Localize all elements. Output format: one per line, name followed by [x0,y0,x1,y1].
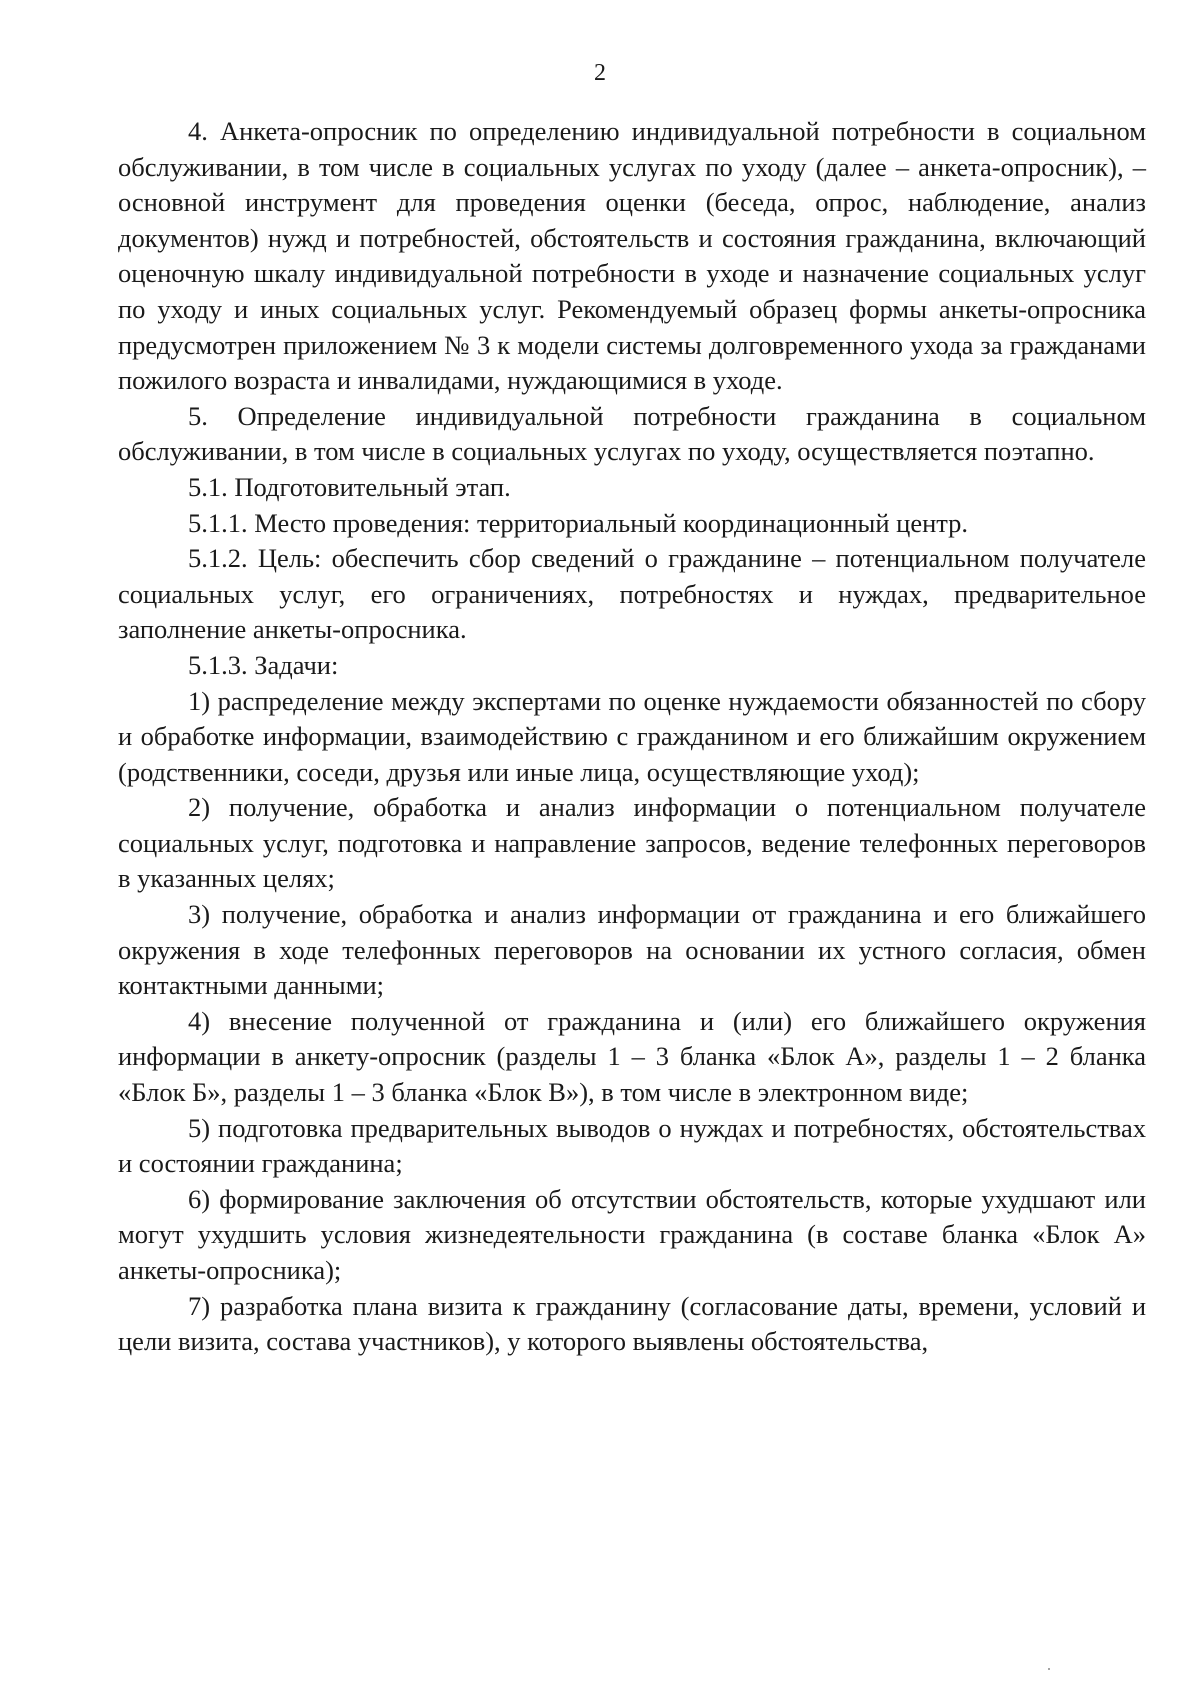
task-item-5: 5) подготовка предварительных выводов о нуждах и потребностях, обстоятельствах и состоянии гражданина; [118,1112,1146,1179]
paragraph-5-1: 5.1. Подготовительный этап. [188,471,511,502]
task-item-6: 6) формирование заключения об отсутствии обстоятельств, которые ухудшают или могут ухудшить условия жизнедеятельности гражданина (в составе бланка «Блок А» анкеты-опросника); [118,1183,1146,1285]
task-item-4: 4) внесение полученной от гражданина и (или) его ближайшего окружения информации в анкету-опросник (разделы 1 – 3 бланка «Блок А», разделы 1 – 2 бланка «Блок Б», разделы 1 – 3 бланка «Блок В»), в том числе в электронном виде; [118,1005,1146,1108]
paragraph-5-1-2: 5.1.2. Цель: обеспечить сбор сведений о гражданине – потенциальном получателе социальных услуг, его ограничениях, потребностях и нуждах, предварительное заполнение анкеты-опросника. [118,543,1146,645]
task-item-2: 2) получение, обработка и анализ информации о потенциальном получателе социальных услуг, подготовка и направление запросов, ведение телефонных переговоров в указанных целях; [118,792,1146,894]
paragraph-5: 5. Определение индивидуальной потребности гражданина в социальном обслуживании, в том числе в социальных услугах по уходу, осуществляется поэтапно. [118,400,1146,467]
task-item-1: 1) распределение между экспертами по оценке нуждаемости обязанностей по сбору и обработке информации, взаимодействию с гражданином и его ближайшим окружением (родственники, соседи, друзья или иные лица, осуществляющие уход); [118,685,1146,787]
task-item-7: 7) разработка плана визита к гражданину (согласование даты, времени, условий и цели визита, состава участников), у которого выявлены обстоятельства, [118,1290,1146,1357]
scan-speck [1048,1668,1050,1670]
paragraph-4: 4. Анкета-опросник по определению индивидуальной потребности в социальном обслуживании, в том числе в социальных услугах по уходу (далее – анкета-опросник), – основной инструмент для проведения оценки (беседа, опрос, наблюдение, анализ документов) нужд и потребностей, обстоятельств и состояния гражданина, включающий оценочную шкалу индивидуальной потребности в уходе и назначение социальных услуг по уходу и иных социальных услуг. Рекомендуемый образец формы анкеты-опросника предусмотрен приложением № 3 к модели системы долговременного ухода за гражданами пожилого возраста и инвалидами, нуждающимися в уходе. [118,116,1146,396]
page-number: 2 [594,60,606,86]
paragraph-5-1-1: 5.1.1. Место проведения: территориальный координационный центр. [188,507,969,538]
task-item-3: 3) получение, обработка и анализ информации от гражданина и его ближайшего окружения в ходе телефонных переговоров на основании их устного согласия, обмен контактными данными; [118,899,1146,1001]
document-body [118,114,1146,1360]
paragraph-5-1-3: 5.1.3. Задачи: [188,649,339,680]
